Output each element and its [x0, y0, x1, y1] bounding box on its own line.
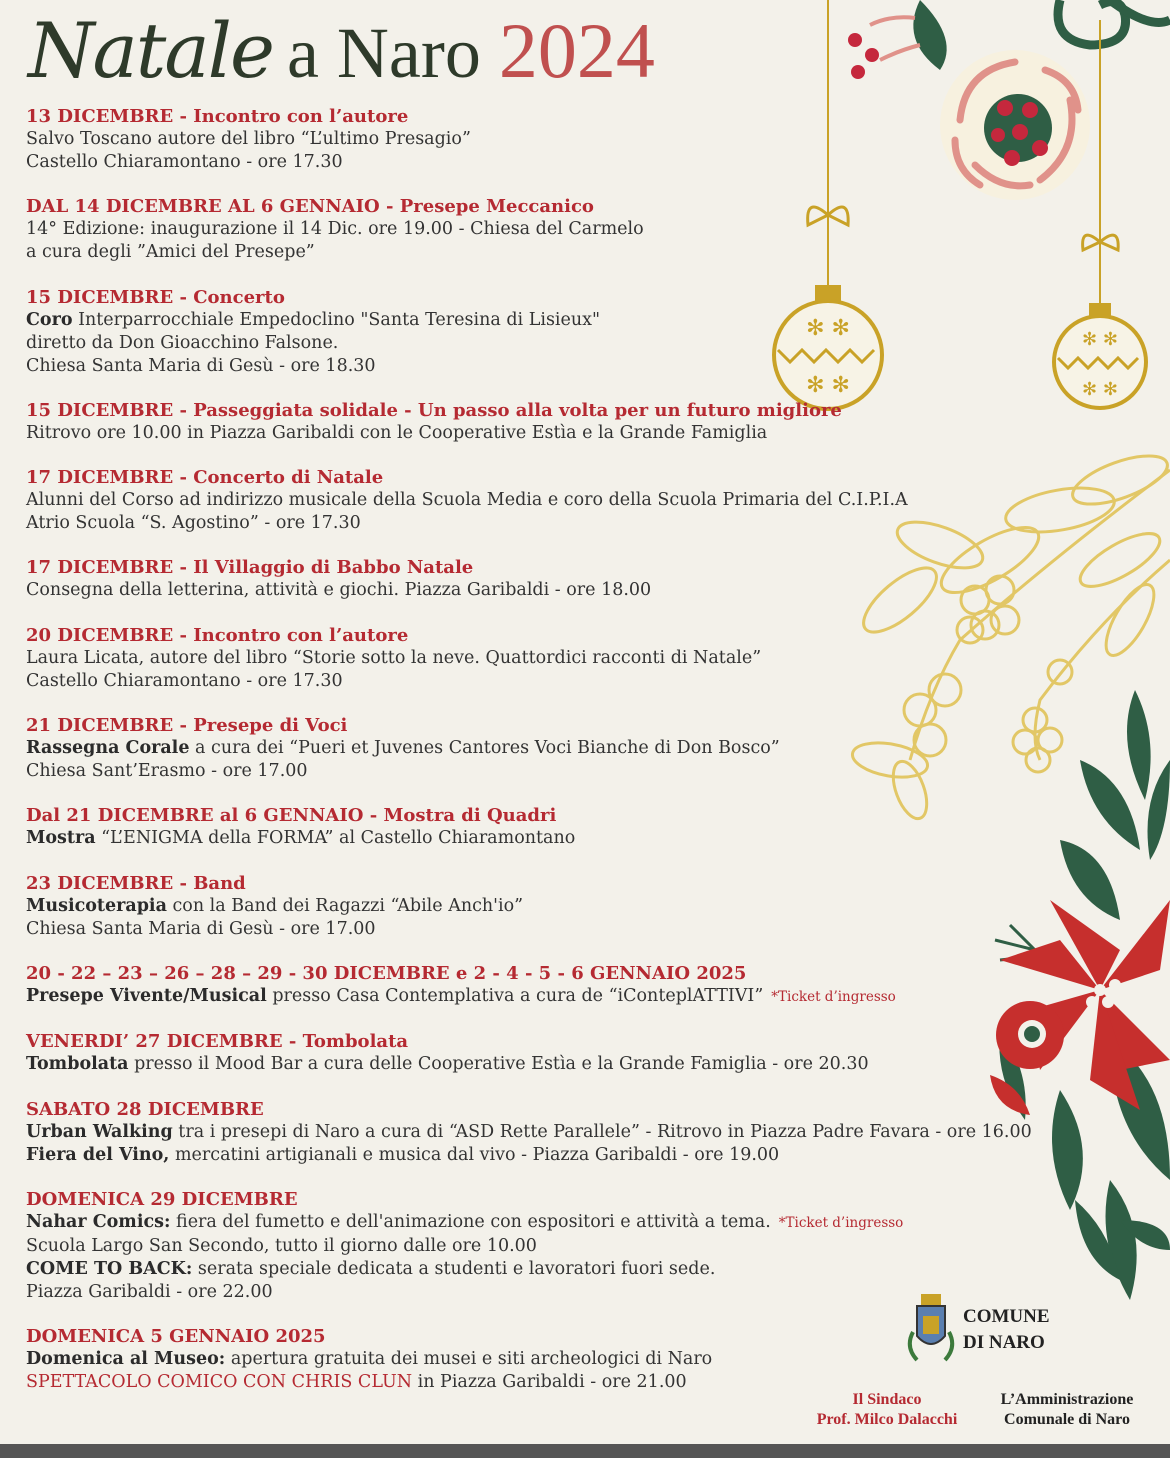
- logo-text: COMUNE DI NARO: [963, 1306, 1050, 1353]
- event-detail-line: [26, 218, 1026, 241]
- ticket-note: *Ticket d’ingresso: [771, 988, 896, 1005]
- signature-amministrazione: L’Amministrazione Comunale di Naro: [1000, 1391, 1134, 1428]
- event-detail-line: [26, 1348, 1026, 1371]
- event-detail-text: con la Band dei Ragazzi “Abile Anch'io”: [166, 895, 524, 916]
- event-item: [26, 195, 1026, 264]
- event-detail-bold: Coro: [26, 309, 73, 330]
- event-detail-text: Salvo Toscano autore del libro “L’ultimo Presagio”: [26, 129, 471, 149]
- title-mid: a Naro: [286, 13, 481, 93]
- event-detail-text: Scuola Largo San Secondo, tutto il giorno dalle ore 10.00: [26, 1235, 537, 1256]
- event-detail-line: [26, 241, 1026, 264]
- event-detail-line: [26, 1144, 1026, 1167]
- event-detail-line: [26, 1281, 1026, 1304]
- event-detail-line: [26, 760, 1026, 783]
- event-detail-bold: Domenica al Museo:: [26, 1349, 226, 1370]
- event-heading: 15 DICEMBRE - Concerto: [26, 286, 285, 308]
- event-detail-text: presso Casa Contemplativa a cura de “iConteplATTIVI”: [266, 985, 764, 1006]
- event-item: [26, 466, 1026, 535]
- event-detail-line: [26, 1053, 1026, 1076]
- event-heading: DOMENICA 29 DICEMBRE: [26, 1188, 298, 1210]
- event-detail-line: [26, 355, 1026, 378]
- leaf-icon: [913, 0, 946, 70]
- event-detail-line: [26, 332, 1026, 355]
- event-detail-line: [26, 1258, 1026, 1281]
- event-detail-text: apertura gratuita dei musei e siti archeologici di Naro: [225, 1349, 713, 1370]
- event-detail-bold: Rassegna Corale: [26, 738, 190, 759]
- event-detail-text: Castello Chiaramontano - ore 17.30: [26, 670, 343, 691]
- title-script: Natale: [28, 6, 273, 95]
- event-heading: 17 DICEMBRE - Il Villaggio di Babbo Natale: [26, 557, 474, 579]
- event-detail-text: tra i presepi di Naro a cura di “ASD Rette Parallele” - Ritrovo in Piazza Padre Favara - ore 16.00: [172, 1121, 1032, 1142]
- title-year: 2024: [498, 7, 655, 94]
- event-detail-bold: Tombolata: [26, 1054, 129, 1075]
- event-detail-line: [26, 918, 1026, 941]
- event-detail-line: [26, 512, 1026, 535]
- signature-sindaco: Il Sindaco Prof. Milco Dalacchi: [816, 1391, 958, 1428]
- event-item: [26, 556, 1026, 602]
- event-detail-text: diretto da Don Gioacchino Falsone.: [26, 332, 339, 353]
- event-heading: 23 DICEMBRE - Band: [26, 872, 246, 894]
- event-detail-text: Laura Licata, autore del libro “Storie sotto la neve. Quattordici racconti di Natale”: [26, 647, 762, 668]
- svg-text:✻ ✻: ✻ ✻: [806, 373, 850, 398]
- event-detail-line: [26, 579, 1026, 602]
- event-detail-line: [26, 422, 1026, 445]
- event-detail-line: [26, 128, 1026, 151]
- event-detail-bold: Mostra: [26, 828, 96, 849]
- event-detail-bold: Presepe Vivente/Musical: [26, 985, 267, 1006]
- event-detail-bold: COME TO BACK:: [26, 1258, 193, 1279]
- event-detail-text: presso il Mood Bar a cura delle Cooperative Estìa e la Grande Famiglia - ore 20.30: [128, 1054, 869, 1075]
- event-detail-line: [26, 489, 1026, 512]
- comune-logo: [905, 1292, 1055, 1364]
- event-detail-text: Atrio Scuola “S. Agostino” - ore 17.30: [26, 513, 361, 534]
- event-detail-line: [26, 309, 1026, 332]
- event-detail-bold: Musicoterapia: [26, 895, 167, 916]
- event-detail-bold: Urban Walking: [26, 1121, 173, 1142]
- event-detail-text: “L’ENIGMA della FORMA” al Castello Chiaramontano: [95, 828, 576, 849]
- event-detail-text: Alunni del Corso ad indirizzo musicale della Scuola Media e coro della Scuola Primaria del C.I.P.I.A: [26, 490, 908, 511]
- event-heading: 17 DICEMBRE - Concerto di Natale: [26, 467, 384, 489]
- svg-text:✻ ✻: ✻ ✻: [1082, 329, 1118, 350]
- event-detail-bold: Nahar Comics:: [26, 1211, 171, 1232]
- event-detail-line: [26, 1211, 1026, 1235]
- event-detail-text: Castello Chiaramontano - ore 17.30: [26, 152, 343, 172]
- event-detail-text: Interparrocchiale Empedoclino "Santa Teresina di Lisieux": [72, 309, 601, 330]
- event-detail-text: a cura degli ”Amici del Presepe”: [26, 242, 315, 263]
- event-item: [26, 804, 1026, 850]
- event-heading: Dal 21 DICEMBRE al 6 GENNAIO - Mostra di Quadri: [26, 805, 557, 827]
- event-item: [26, 1030, 1026, 1076]
- event-detail-text: Consegna della letterina, attività e giochi. Piazza Garibaldi - ore 18.00: [26, 580, 652, 601]
- town-crest-icon: [905, 1292, 957, 1364]
- event-detail-text: Piazza Garibaldi - ore 22.00: [26, 1281, 273, 1302]
- event-heading: 13 DICEMBRE - Incontro con l’autore: [26, 106, 409, 127]
- event-detail-text: Chiesa Santa Maria di Gesù - ore 18.30: [26, 355, 376, 376]
- event-heading: 21 DICEMBRE - Presepe di Voci: [26, 715, 348, 737]
- event-detail-text: Chiesa Santa Maria di Gesù - ore 17.00: [26, 918, 376, 939]
- event-detail-text: in Piazza Garibaldi - ore 21.00: [412, 1372, 687, 1393]
- event-detail-line: [26, 895, 1026, 918]
- event-list: [26, 105, 1032, 1415]
- event-detail-line: [26, 670, 1026, 693]
- event-item: [26, 286, 1026, 378]
- event-detail-text: a cura dei “Pueri et Juvenes Cantores Voci Bianche di Don Bosco”: [189, 738, 780, 759]
- event-detail-text: fiera del fumetto e dell'animazione con espositori e attività a tema.: [170, 1211, 771, 1232]
- event-heading: DAL 14 DICEMBRE AL 6 GENNAIO - Presepe Meccanico: [26, 196, 594, 218]
- event-item: [26, 872, 1026, 941]
- svg-text:✻ ✻: ✻ ✻: [806, 316, 850, 341]
- event-detail-text: mercatini artigianali e musica dal vivo - Piazza Garibaldi - ore 19.00: [169, 1144, 780, 1165]
- event-heading: 20 DICEMBRE - Incontro con l’autore: [26, 624, 409, 646]
- svg-text:✻ ✻: ✻ ✻: [1082, 379, 1118, 400]
- event-detail-line: [26, 985, 1026, 1009]
- event-item: [26, 1188, 1026, 1304]
- event-item: [26, 399, 1026, 445]
- ticket-note: *Ticket d’ingresso: [778, 1214, 904, 1231]
- event-item: [26, 624, 1026, 693]
- bottom-bar: [0, 1444, 1170, 1458]
- event-detail-highlight: SPETTACOLO COMICO CON CHRIS CLUN: [26, 1372, 413, 1393]
- event-item: [26, 962, 1026, 1009]
- event-item: [26, 1098, 1032, 1167]
- event-detail-line: [26, 151, 1026, 174]
- event-detail-text: Chiesa Sant’Erasmo - ore 17.00: [26, 761, 308, 782]
- event-detail-line: [26, 647, 1026, 670]
- event-detail-line: [26, 827, 1026, 850]
- event-detail-bold: Fiera del Vino,: [26, 1144, 170, 1165]
- page-title: [28, 6, 655, 96]
- event-detail-text: Ritrovo ore 10.00 in Piazza Garibaldi con le Cooperative Estìa e la Grande Famiglia: [26, 422, 768, 443]
- event-heading: 15 DICEMBRE - Passeggiata solidale - Un passo alla volta per un futuro migliore: [26, 399, 842, 421]
- event-detail-line: [26, 1235, 1026, 1258]
- event-heading: SABATO 28 DICEMBRE: [26, 1098, 264, 1120]
- event-item: [26, 105, 1026, 174]
- event-detail-line: [26, 737, 1026, 760]
- event-heading: 20 - 22 – 23 – 26 – 28 – 29 - 30 DICEMBRE e 2 - 4 - 5 - 6 GENNAIO 2025: [26, 962, 747, 984]
- event-detail-line: [26, 1121, 1032, 1144]
- event-item: [26, 714, 1026, 783]
- event-heading: DOMENICA 5 GENNAIO 2025: [26, 1326, 326, 1348]
- event-detail-text: serata speciale dedicata a studenti e lavoratori fuori sede.: [192, 1258, 716, 1279]
- event-detail-text: 14° Edizione: inaugurazione il 14 Dic. ore 19.00 - Chiesa del Carmelo: [26, 219, 644, 240]
- event-item: [26, 1325, 1026, 1394]
- event-heading: VENERDI’ 27 DICEMBRE - Tombolata: [26, 1031, 409, 1053]
